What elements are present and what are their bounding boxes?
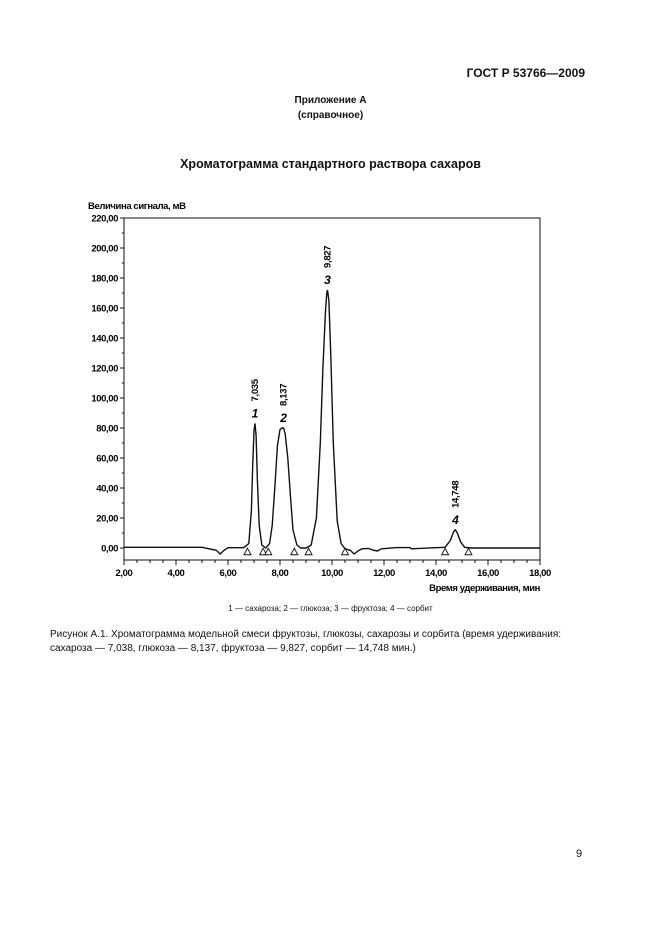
y-tick-label: 20,00 [96, 513, 118, 525]
x-tick-label: 10,00 [321, 568, 343, 579]
y-tick-label: 140,00 [91, 333, 118, 345]
y-tick-label: 120,00 [91, 363, 118, 375]
y-tick-label: 200,00 [91, 243, 118, 255]
x-tick-label: 18,00 [529, 568, 551, 579]
peak-number: 1 [251, 406, 259, 421]
peak-time-label: 8,137 [278, 383, 290, 406]
figure-title: Хроматограмма стандартного раствора сахаров [180, 157, 481, 171]
x-axis-label: Время удерживания, мин [429, 583, 540, 594]
x-ticks [116, 560, 551, 579]
y-tick-label: 160,00 [91, 303, 118, 315]
appendix-title: Приложение А [294, 95, 367, 106]
y-axis-label: Величина сигнала, мВ [88, 201, 186, 212]
baseline-marker [442, 548, 449, 555]
peak-time-label: 14,748 [450, 480, 462, 508]
x-tick-label: 16,00 [477, 568, 499, 579]
standard-number: ГОСТ Р 53766—2009 [466, 66, 585, 80]
baseline-marker [244, 548, 251, 555]
x-tick-label: 6,00 [219, 568, 237, 579]
peak-time-label: 9,827 [322, 245, 334, 268]
page-number: 9 [576, 848, 583, 860]
peak-labels [250, 246, 461, 527]
baseline-marker [291, 548, 298, 555]
y-tick-label: 80,00 [96, 423, 118, 435]
y-tick-label: 100,00 [91, 393, 118, 405]
y-tick-label: 40,00 [96, 483, 118, 495]
peak-number: 3 [324, 273, 331, 287]
peak-number: 4 [452, 513, 459, 527]
chromatogram-chart [0, 190, 661, 600]
y-tick-label: 60,00 [96, 453, 118, 465]
figure-caption: Рисунок А.1. Хроматограмма модельной смеси фруктозы, глюкозы, сахарозы и сорбита (время удерживания: сахароза — 7,038, глюкоза — 8,137, фруктоза — 9,827, сорбит — 14,748 мин.) [50, 629, 562, 654]
y-tick-label: 220,00 [91, 213, 118, 225]
y-tick-label: 0,00 [101, 543, 118, 555]
x-tick-label: 12,00 [373, 568, 395, 579]
baseline-marker [305, 548, 312, 555]
x-tick-label: 14,00 [425, 568, 447, 579]
y-ticks [91, 214, 124, 555]
x-tick-label: 4,00 [167, 568, 185, 579]
peak-time-label: 7,035 [249, 379, 261, 402]
figure-legend: 1 — сахароза; 2 — глюкоза; 3 — фруктоза; 4 — сорбит [228, 604, 433, 613]
peak-number: 2 [280, 411, 287, 425]
x-tick-label: 2,00 [115, 568, 133, 579]
y-tick-label: 180,00 [91, 273, 118, 285]
baseline-marker [265, 548, 272, 555]
baseline-marker [465, 548, 472, 555]
chromatogram-trace [124, 290, 540, 554]
x-tick-label: 8,00 [271, 568, 289, 579]
appendix-subtitle: (справочное) [297, 110, 364, 121]
